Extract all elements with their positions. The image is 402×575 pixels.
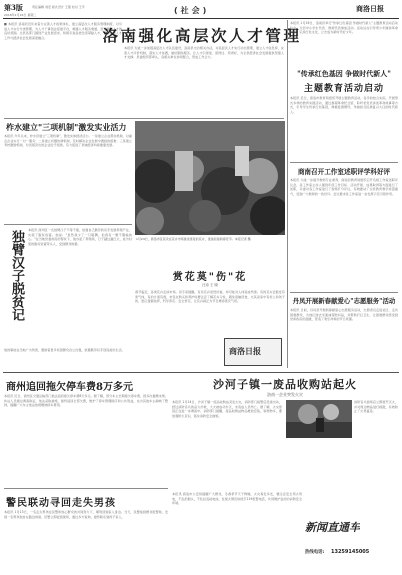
flower-author: 汪诗 王 晓 (202, 283, 218, 287)
rule-l2 (4, 224, 132, 225)
recycling-subtitle: 洛南一企业突发火灾 (267, 392, 303, 397)
fire-photo (286, 400, 352, 438)
recycling-text-bottom: 本报讯 商洛市公安局提醒广大群众，冬春季节天干物燥，火灾易发多发，要注意安全用火用电，不乱扔烟头，不私拉乱接电线，发现火情及时拨打119报警电话，共同维护良好的消防安全环境。 (172, 492, 302, 506)
fire-image (286, 400, 352, 438)
date-line: 2018年1月16日 星期二 (4, 13, 37, 17)
rule-l1 (4, 118, 284, 119)
rule-r2 (290, 292, 398, 293)
left-lead-text: ■ 本报讯 洛南县近年来着力完善人才政策体系，建立高层次人才服务管理制度，对引进人才实行分类管理，为人才干事创业搭建平台，畅通人才服务渠道，营造尊重人才的良好氛围。全县各部门围绕产业发展需求，积极引进各类急需紧缺人才，着力推动人才工作与经济社会发展深度融合。 (4, 22, 122, 40)
flower-headline: 赏花莫"伤"花 (172, 272, 248, 283)
fitness-text: 本报讯 日前，丹凤县开展新春献爱心志愿服务活动，志愿者们走进社区、走访困难群众，为他们送去米面油等慰问品，并帮助打扫卫生，让困难群众感受到党和政府的温暖，营造了欢乐祥和的节日氛围。 (290, 308, 398, 322)
flower-market-photo (135, 121, 285, 235)
rule-mid (3, 372, 399, 373)
paper-name: 商洛日报 (356, 4, 384, 13)
news-hotline-promo (305, 515, 398, 571)
cart-fee-text: 本报讯 近日，商州区交通运输部门依法追回拖欠停车费8万多元。据了解，部分车主长期拖欠停车费，经多次催缴未果。执法人员通过调查取证，依法采取措施，最终追回全部欠费，维护了停车管理秩序和公共利益，也为其他车主敲响了警钟，提醒广大车主依法依规缴纳停车费用。 (4, 394, 168, 408)
right-top-text: 本报讯 1月16日，洛南县举行"传承红色基因 争做时代新人"主题教育活动启动仪式，全县中小学生代表、教师代表参加活动。活动旨在引导青少年继承革命传统，弘扬红色文化，立志成为新时代好少年。 (290, 21, 398, 35)
masthead-meta: 责任编辑 刘宏 版式设计 王强 校对 王平 (32, 5, 85, 9)
flower-text: 春节临近，各类花卉走俏市场。但专家提醒，有些花卉虽然好看，却可能对人体造成伤害。有的花卉会散发有害气体，有的汁液有毒，市民在购买和养护时要注意了解花卉习性，避免误触误食，尤其是家中有老人和孩子的，更应谨慎选择，科学养花、安全赏花，让花卉真正为节日增添喜庆气氛。 (135, 290, 285, 304)
photo-caption: 1月24日，商洛市区民众在花卉市场挑选喜爱的花卉，准备迎接新春佳节。本报记者 摄 (136, 237, 251, 241)
cart-fee-headline: 商州追回拖欠停车费8万多元 (6, 382, 133, 393)
talent-text: 本报讯 今年以来，柞水县建立"三项机制"，激发实体经济活力。一是建立企业帮扶机制，对重点企业实行一对一服务；二是建立问题协调机制，及时解决企业发展中遇到的困难；三是建立考核激励机制，对表现突出的企业给予奖励，有力促进了县域经济持续健康发展。 (4, 134, 132, 148)
poverty-text-2: 他的事迹在当地广为传颂，激励着更多贫困群众自立自强，依靠勤劳双手创造美好生活。 (4, 348, 125, 352)
quality-headline: 商南召开工作室述职评学科好评 (297, 168, 391, 176)
edu-text: 本报讯 近日，商洛市教育局组织开展主题教育活动，各学校结合实际，开展形式多样的教育实践活动，通过参观革命纪念馆、聆听老党员讲述革命故事等方式，引导学生传承红色基因，厚植爱国情怀，争做担当民族复兴大任的时代新人。 (290, 96, 398, 114)
hotline-label: 热线电话: (305, 550, 325, 555)
masthead (4, 3, 398, 19)
rule-r1 (290, 162, 398, 163)
main-headline: 洛南强化高层次人才管理 (102, 26, 302, 45)
masthead-rule (3, 18, 399, 19)
rule-l3 (4, 488, 168, 489)
recycling-headline: 沙河子镇一废品收购站起火 (213, 378, 357, 391)
section-tag: (社会) (174, 6, 210, 15)
promo-logo: 新闻直通车 (305, 521, 360, 534)
talent-headline: 柞水建立"三项机制"激发实业活力 (6, 122, 127, 132)
police-headline: 警民联动寻回走失男孩 (6, 498, 116, 509)
hotline-number: 13259145005 (331, 549, 370, 555)
col-divider-right (287, 20, 288, 368)
edu-headline-1: "传承红色基因 争做时代新人" (297, 69, 391, 78)
ad-badge (224, 338, 282, 366)
poverty-headline: 独臂汉子脱贫记 (9, 230, 24, 321)
recycling-text-left: 本报讯 1月14日，沙河子镇一废品收购站突发火灾，消防部门接警后迅速出动，经过消防官兵的奋力扑救，大火被成功扑灭，未造成人员伤亡。据了解，火灾原因正在进一步调查中。消防部门提醒，废品收购站物品堆放密集，易燃物多，要加强防火意识，落实消防安全措施。 (172, 400, 282, 418)
recycling-text-right: 消防官兵到场后立即展开灭火，并对周边物品进行疏散，有效防止了火势蔓延。 (354, 400, 398, 414)
poverty-text: 本报讯 商州区一名独臂汉子不等不靠，依靠自己勤劳的双手发展养殖产业，实现了脱贫致富。他说："虽然我少了一只胳膊，但我有一颗不服输的心。"在当地党委政府的帮扶下，他办起了养殖场，日子越过越红火，成为村里的脱贫致富带头人，受到群众称赞。 (28, 228, 132, 246)
edu-headline-2: 主题教育活动启动 (303, 84, 384, 94)
police-text: 本报讯 1月13日，一名走失男孩在民警和热心群众的共同努力下，顺利回到家人身边。当天，民警接到群众报警称，发现一名男孩独自在路边徘徊，民警立即赶到现场，通过多方查询，最终联系到孩子家人。 (4, 510, 168, 519)
page-number: 第3版 (4, 3, 23, 12)
fitness-headline: 丹凤开展新春献爱心"志愿服务"活动 (292, 297, 396, 305)
flower-market-image (135, 121, 285, 235)
quality-text: 本报讯 为进一步提升教师专业素养，商南县教育局组织召开名师工作室述职评议会，各工作室主持人围绕年度工作目标、活动开展、成果取得等方面进行了述职，评委对各工作室进行了现场打分评议，有效推动了全县教育教学质量提升，受到广大教师的一致好评。会议要求各工作室进一步发挥示范引领作用。 (290, 178, 398, 196)
ad-badge-text: 商洛日报 (229, 347, 261, 356)
main-story-text: 本报讯 为进一步加强高层次人才队伍建设，洛南县出台相关办法，对高层次人才实行动态管理，建立人才信息库，完善人才评价机制，落实人才待遇，做好跟踪服务，让人才引得进、留得住、用得好，为全县经济社会发展提供坚强人才支撑。县委组织部牵头，各相关单位协同配合，形成工作合力。 (124, 46, 284, 60)
